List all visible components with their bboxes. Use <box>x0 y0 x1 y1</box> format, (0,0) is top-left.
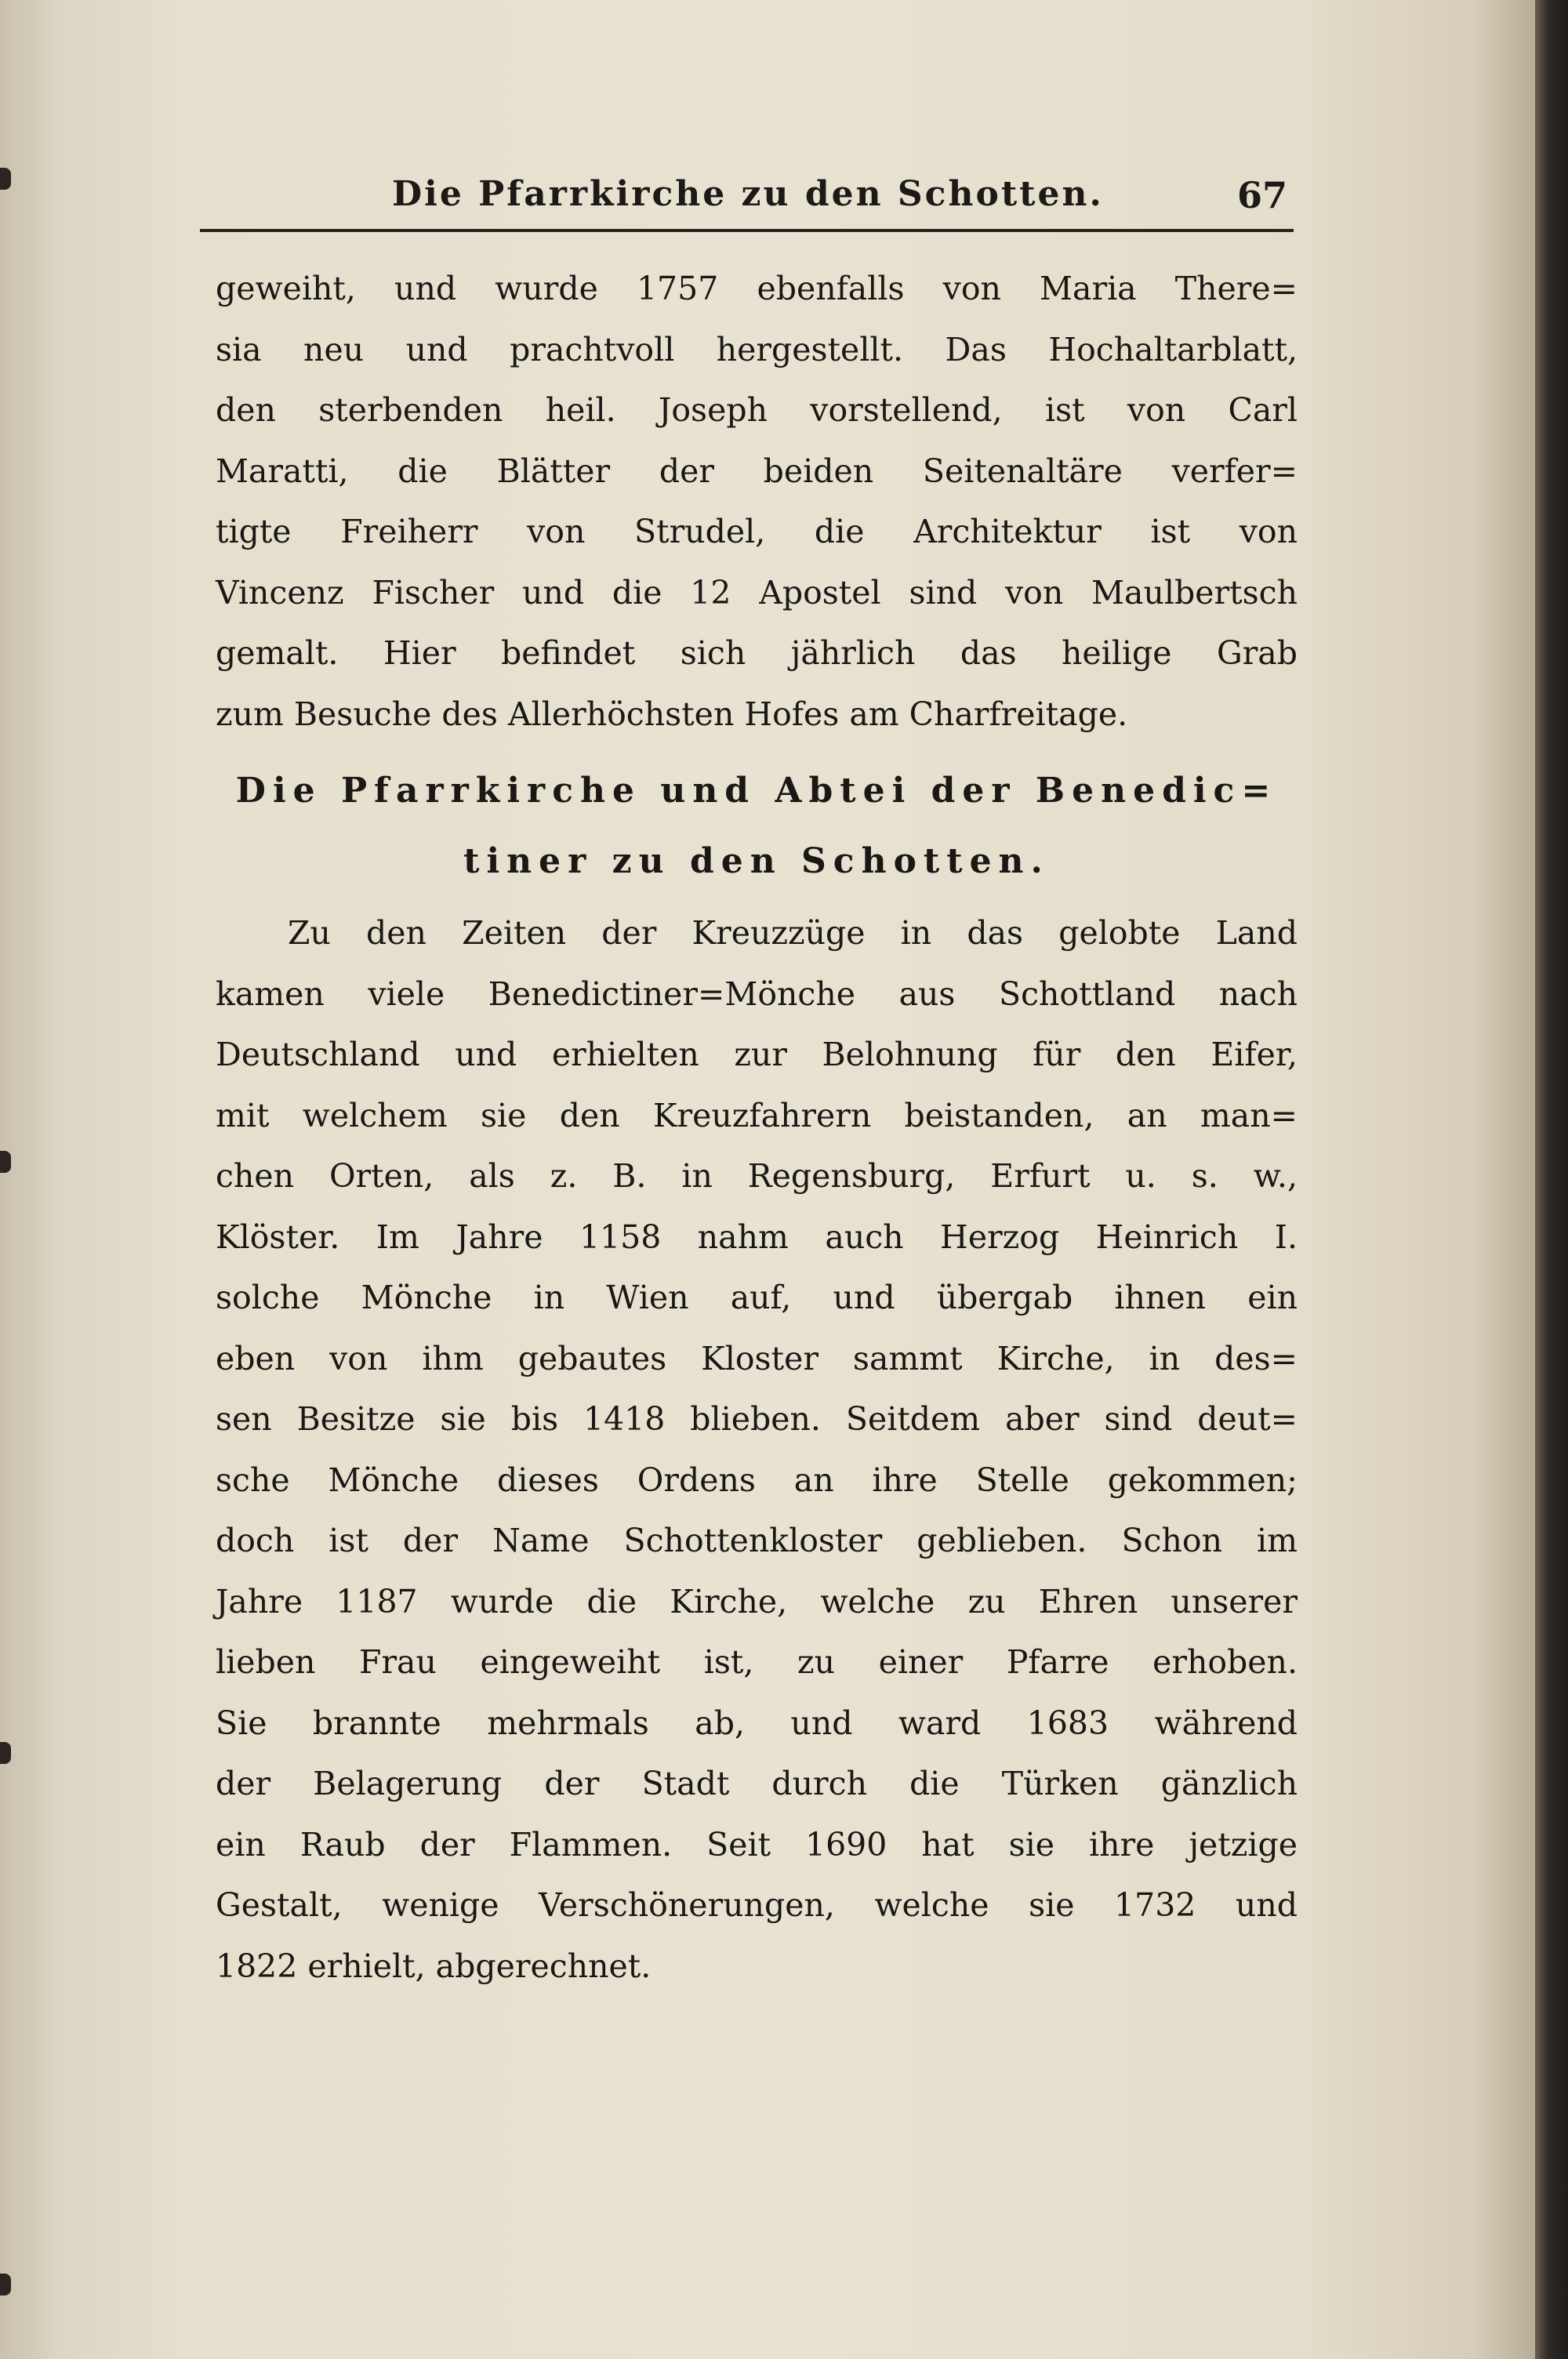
text-line: solche Mönche in Wien auf, und übergab ihnen ein <box>216 1279 1298 1316</box>
body-text <box>216 259 1298 1997</box>
page-edge-mark <box>0 1151 11 1173</box>
text-line: Sie brannte mehrmals ab, und ward 1683 während <box>216 1704 1298 1742</box>
text-line: tigte Freiherr von Strudel, die Architektur ist von <box>216 513 1298 550</box>
text-line: den sterbenden heil. Joseph vorstellend, ist von Carl <box>216 391 1298 429</box>
text-line: der Belagerung der Stadt durch die Türken gänzlich <box>216 1765 1298 1802</box>
paragraph-main <box>216 903 1298 1997</box>
section-heading-line: tiner zu den Schotten. <box>463 841 1050 881</box>
text-line: geweiht, und wurde 1757 ebenfalls von Maria There= <box>216 270 1298 307</box>
running-head-title: Die Pfarrkirche zu den Schotten. <box>392 174 1104 214</box>
text-line: mit welchem sie den Kreuzfahrern beistanden, an man= <box>216 1096 1298 1134</box>
text-line: Deutschland und erhielten zur Belohnung für den Eifer, <box>216 1036 1298 1073</box>
book-spine-shadow <box>1535 0 1568 2359</box>
page-edge-mark <box>0 1742 11 1764</box>
header-rule <box>200 229 1294 232</box>
text-line: sia neu und prachtvoll hergestellt. Das Hochaltarblatt, <box>216 330 1298 368</box>
page-edge-mark <box>0 168 11 190</box>
text-line: eben von ihm gebautes Kloster sammt Kirche, in des= <box>216 1339 1298 1377</box>
text-line: kamen viele Benedictiner=Mönche aus Schottland nach <box>216 974 1298 1013</box>
text-line: chen Orten, als z. B. in Regensburg, Erfurt u. s. w., <box>216 1157 1298 1195</box>
text-line: ein Raub der Flammen. Seit 1690 hat sie ihre jetzige <box>216 1825 1298 1864</box>
page-edge-mark <box>0 2274 11 2295</box>
page-number: 67 <box>1236 174 1287 216</box>
section-heading-line: Die Pfarrkirche und Abtei der Benedic= <box>235 771 1278 811</box>
text-line: zum Besuche des Allerhöchsten Hofes am Charfreitage. <box>216 695 1128 733</box>
section-heading <box>216 756 1298 897</box>
text-line: Vincenz Fischer und die 12 Apostel sind von Maulbertsch <box>216 573 1298 612</box>
text-line: Jahre 1187 wurde die Kirche, welche zu Ehren unserer <box>216 1582 1298 1620</box>
text-line: gemalt. Hier befindet sich jährlich das heilige Grab <box>216 634 1298 672</box>
running-head <box>204 174 1294 221</box>
paragraph-continued <box>216 259 1298 745</box>
text-line: Klöster. Im Jahre 1158 nahm auch Herzog Heinrich I. <box>216 1218 1298 1256</box>
text-line: 1822 erhielt, abgerechnet. <box>216 1947 652 1985</box>
text-line: Maratti, die Blätter der beiden Seitenaltäre verfer= <box>216 452 1298 490</box>
text-line: sen Besitze sie bis 1418 blieben. Seitdem aber sind deut= <box>216 1400 1298 1438</box>
text-line: Zu den Zeiten der Kreuzzüge in das gelobte Land <box>288 914 1298 952</box>
text-line: Gestalt, wenige Verschönerungen, welche sie 1732 und <box>216 1886 1298 1924</box>
text-line: doch ist der Name Schottenkloster geblieben. Schon im <box>216 1522 1298 1559</box>
text-line: lieben Frau eingeweiht ist, zu einer Pfarre erhoben. <box>216 1643 1298 1681</box>
text-line: sche Mönche dieses Ordens an ihre Stelle gekommen; <box>216 1461 1298 1499</box>
